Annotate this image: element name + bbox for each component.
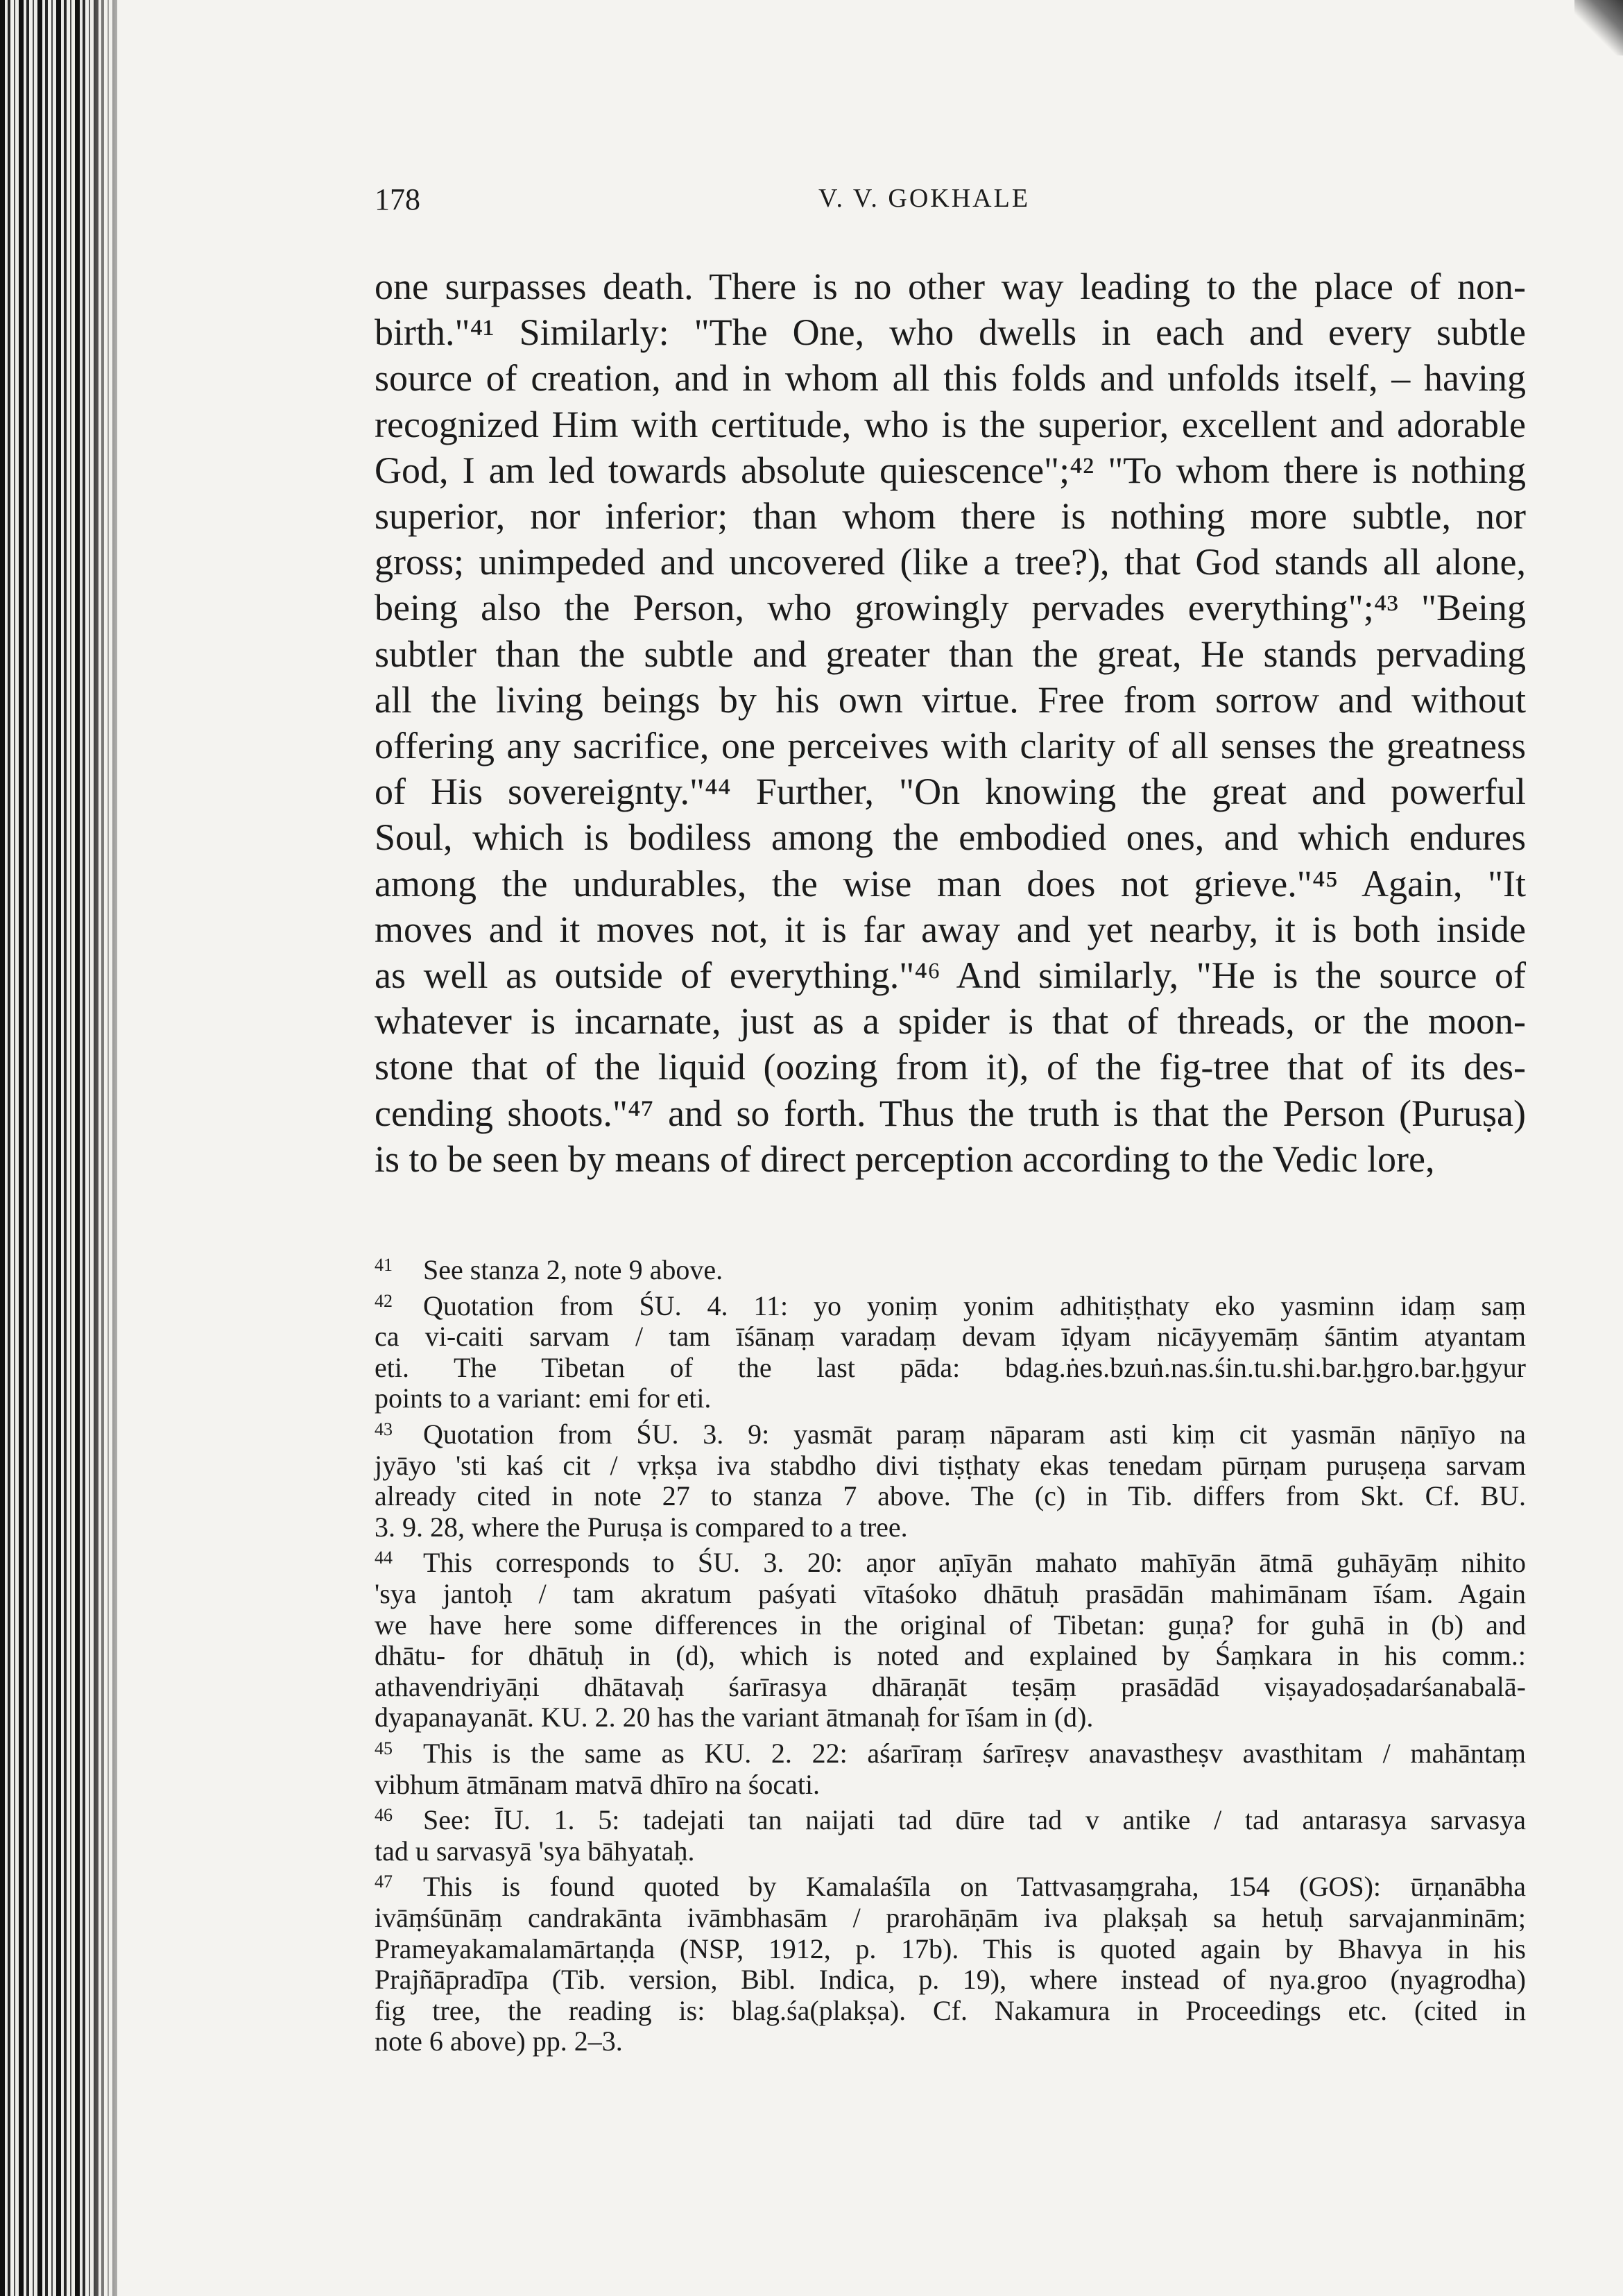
footnote-number: 44 — [375, 1548, 393, 1568]
footnote-line: eti. The Tibetan of the last pāda: bdag.ṅes.bzuṅ.nas.śin.tu.shi.bar.ḫgro.bar.ḫgyur — [375, 1351, 1526, 1383]
book-page — [375, 173, 1526, 2057]
page-number: 178 — [375, 182, 420, 216]
footnote-text: This is the same as KU. 2. 22: aśarīraṃ śarīreṣv anavastheṣv avasthitam / mahāntaṃ — [423, 1737, 1526, 1769]
body-line: being also the Person, who growingly pervades everything";⁴³ "Being — [375, 587, 1526, 629]
footnote-42 — [375, 1286, 1526, 1322]
body-line: of His sovereignty."⁴⁴ Further, "On knowing the great and powerful — [375, 771, 1526, 813]
footnote-text: See stanza 2, note 9 above. — [423, 1254, 723, 1286]
footnote-line: jyāyo 'sti kaś cit / vṛkṣa iva stabdho divi tiṣṭhaty ekas tenedam pūrṇam puruṣeṇa sarvam — [375, 1449, 1526, 1481]
footnote-line: tad u sarvasyā 'sya bāhyataḥ. — [375, 1835, 695, 1867]
binding-shadow — [83, 0, 132, 2296]
footnote-line: already cited in note 27 to stanza 7 above. The (c) in Tib. differs from Skt. Cf. BU. — [375, 1480, 1526, 1512]
body-line: stone that of the liquid (oozing from it), of the fig-tree that of its des- — [375, 1046, 1526, 1088]
body-line: superior, nor inferior; than whom there is nothing more subtle, nor — [375, 495, 1526, 538]
footnote-line: 3. 9. 28, where the Puruṣa is compared to a tree. — [375, 1511, 908, 1543]
body-line: as well as outside of everything."⁴⁶ And similarly, "He is the source of — [375, 954, 1526, 997]
footnote-number: 41 — [375, 1255, 393, 1276]
footnote-line: dhātu- for dhātuḥ in (d), which is noted and explained by Śaṃkara in his comm.: — [375, 1640, 1526, 1672]
body-line: offering any sacrifice, one perceives with clarity of all senses the greatness — [375, 725, 1526, 767]
footnote-line: fig tree, the reading is: blag.śa(plakṣa). Cf. Nakamura in Proceedings etc. (cited in — [375, 1994, 1526, 2026]
footnote-46 — [375, 1800, 1526, 1836]
page-header — [375, 173, 1526, 236]
footnote-line: note 6 above) pp. 2–3. — [375, 2025, 623, 2057]
footnote-47 — [375, 1867, 1526, 1903]
footnote-number: 47 — [375, 1871, 393, 1892]
footnote-line: points to a variant: emi for eti. — [375, 1382, 712, 1414]
body-line: recognized Him with certitude, who is the superior, excellent and adorable — [375, 403, 1526, 445]
footnote-number: 45 — [375, 1738, 393, 1758]
body-line: among the undurables, the wise man does not grieve."⁴⁵ Again, "It — [375, 862, 1526, 905]
scan-corner-mark — [1574, 0, 1623, 55]
footnote-number: 42 — [375, 1290, 393, 1311]
footnote-45 — [375, 1733, 1526, 1770]
body-line: one surpasses death. There is no other way leading to the place of non- — [375, 266, 1526, 307]
running-head: V. V. GOKHALE — [818, 184, 1031, 213]
footnote-line: athavendriyāṇi dhātavaḥ śarīrasya dhāraṇāt teṣāṃ prasādād viṣayadoṣadarśanabalā- — [375, 1670, 1526, 1702]
body-line: moves and it moves not, it is far away and yet nearby, it is both inside — [375, 908, 1526, 950]
body-text — [375, 264, 1526, 1182]
footnote-line: ca vi-caiti sarvam / tam īśānaṃ varadaṃ devam īḍyam nicāyyemāṃ śāntim atyantam — [375, 1321, 1526, 1353]
body-line: is to be seen by means of direct perception according to the Vedic lore, — [375, 1138, 1435, 1180]
footnote-line: 'sya jantoḥ / tam akratum paśyati vītaśoko dhātuḥ prasādān mahimānam īśam. Again — [375, 1578, 1526, 1609]
body-line: gross; unimpeded and uncovered (like a tree?), that God stands all alone, — [375, 541, 1526, 583]
body-line: subtler than the subtle and greater than the great, He stands pervading — [375, 633, 1526, 675]
footnote-line: dyapanayanāt. KU. 2. 20 has the variant ātmanaḥ for īśam in (d). — [375, 1702, 1094, 1733]
footnote-43 — [375, 1414, 1526, 1450]
footnote-text: This is found quoted by Kamalaśīla on Tattvasaṃgraha, 154 (GOS): ūrṇanābha — [423, 1871, 1526, 1903]
body-line: source of creation, and in whom all this folds and unfolds itself, – having — [375, 357, 1526, 400]
footnote-41 — [375, 1250, 1526, 1286]
footnote-44 — [375, 1543, 1526, 1579]
footnote-line: ivāṃśūnāṃ candrakānta ivāmbhasām / prarohāṇām iva plakṣaḥ sa hetuḥ sarvajanminām; — [375, 1901, 1526, 1933]
footnote-line: Prajñāpradīpa (Tib. version, Bibl. Indica, p. 19), where instead of nya.groo (nyagrodha) — [375, 1964, 1526, 1996]
footnote-number: 46 — [375, 1805, 393, 1826]
footnote-line: vibhum ātmānam matvā dhīro na śocati. — [375, 1768, 821, 1800]
footnote-text: Quotation from ŚU. 3. 9: yasmāt paraṃ nāparam asti kiṃ cit yasmān nāṇīyo na — [423, 1419, 1526, 1450]
body-line: all the living beings by his own virtue. Free from sorrow and without — [375, 678, 1526, 721]
footnote-text: See: ĪU. 1. 5: tadejati tan naijati tad dūre tad v antike / tad antarasya sarvasya — [423, 1804, 1526, 1836]
body-line: God, I am led towards absolute quiescence";⁴² "To whom there is nothing — [375, 449, 1526, 491]
footnote-number: 43 — [375, 1419, 393, 1440]
body-line: whatever is incarnate, just as a spider is that of threads, or the moon- — [375, 1000, 1526, 1043]
body-line: birth."⁴¹ Similarly: "The One, who dwells in each and every subtle — [375, 311, 1526, 354]
footnote-text: This corresponds to ŚU. 3. 20: aṇor aṇīyān mahato mahīyān ātmā guhāyāṃ nihito — [423, 1547, 1526, 1579]
footnote-text: Quotation from ŚU. 4. 11: yo yoniṃ yonim adhitiṣṭhaty eko yasminn idaṃ saṃ — [423, 1290, 1526, 1321]
footnote-line: we have here some differences in the original of Tibetan: guṇa? for guhā in (b) and — [375, 1609, 1526, 1640]
footnotes — [375, 1250, 1526, 2057]
footnote-line: Prameyakamalamārtaṇḍa (NSP, 1912, p. 17b). This is quoted again by Bhavya in his — [375, 1933, 1526, 1964]
body-line: cending shoots."⁴⁷ and so forth. Thus the truth is that the Person (Puruṣa) — [375, 1092, 1526, 1134]
body-line: Soul, which is bodiless among the embodied ones, and which endures — [375, 816, 1526, 859]
